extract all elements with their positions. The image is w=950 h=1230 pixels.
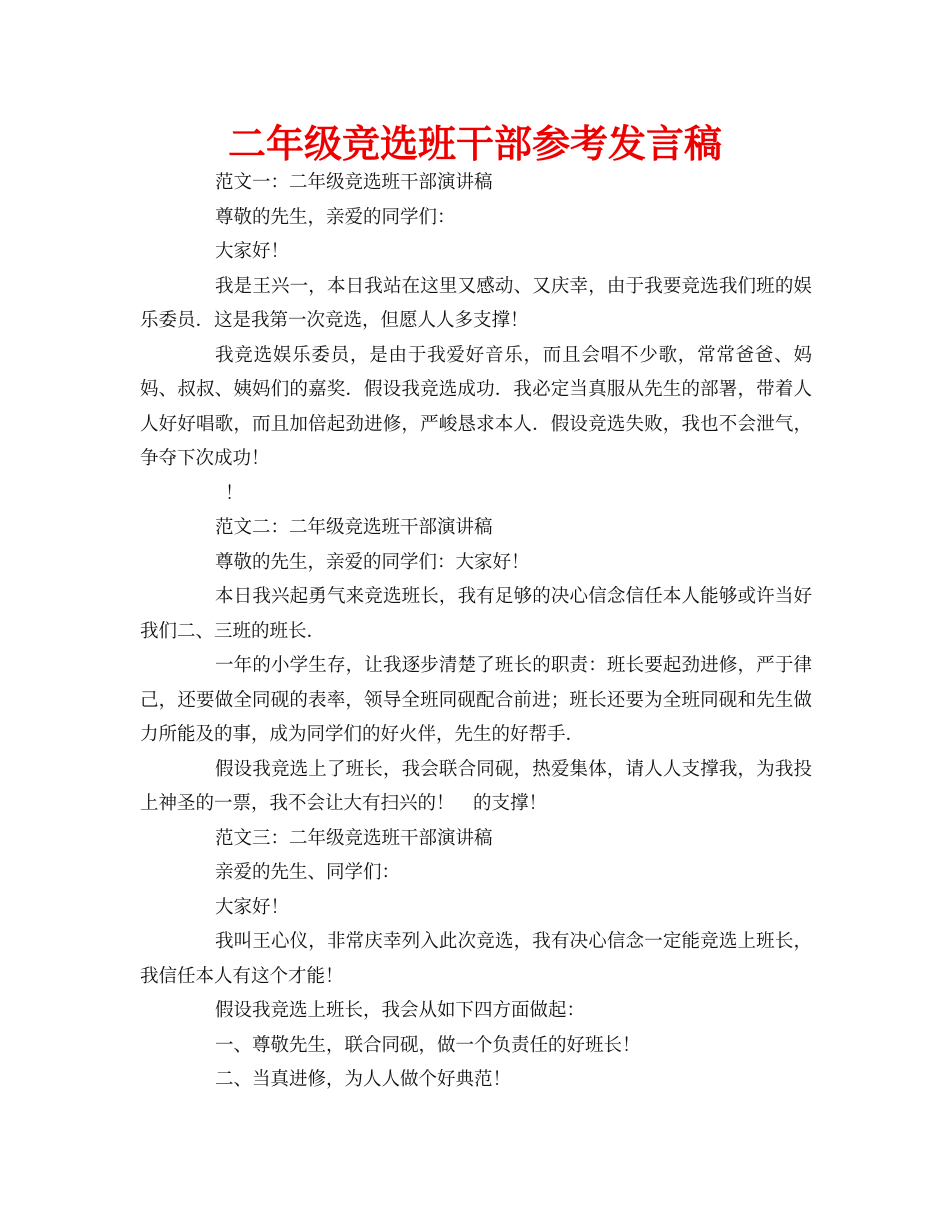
paragraph: 假设我竞选上班长，我会从如下四方面做起： xyxy=(215,1000,586,1021)
paragraph: 亲爱的先生、同学们： xyxy=(215,862,401,883)
paragraph: 范文三：二年级竞选班干部演讲稿 xyxy=(215,827,493,849)
paragraph: ！ xyxy=(225,482,244,504)
paragraph: 本日我兴起勇气来竞选班长，我有足够的决心信念信任本人能够或许当好我们二、三班的班长． xyxy=(140,586,812,642)
paragraph: 我是王兴一，本日我站在这里又感动、又庆幸，由于我要竞选我们班的娱乐委员．这是我第一次竞选，但愿人人多支撑！ xyxy=(140,275,812,331)
paragraph: 尊敬的先生，亲爱的同学们：大家好！ xyxy=(215,551,530,573)
paragraph: 一年的小学生存，让我逐步清楚了班长的职责：班长要起劲进修，严于律己，还要做全同砚的表率，领导全班同砚配合前进；班长还要为全班同砚和先生做力所能及的事，成为同学们的好火伴，先生的好帮手． xyxy=(140,655,812,745)
paragraph: 我竞选娱乐委员，是由于我爱好音乐，而且会唱不少歌，常常爸爸、妈妈、叔叔、姨妈们的嘉奖．假设我竞选成功．我必定当真服从先生的部署，带着人人好好唱歌，而且加倍起劲进修，严峻恳求本人．假设竞选失败，我也不会泄气，争夺下次成功！ xyxy=(140,344,812,469)
paragraph: 范文一：二年级竞选班干部演讲稿 xyxy=(215,172,493,193)
paragraph: 假设我竞选上了班长，我会联合同砚，热爱集体，请人人支撑我，为我投上神圣的一票，我不会让大有扫兴的！ 的支撑！ xyxy=(140,758,812,814)
paragraph: 我叫王心仪，非常庆幸列入此次竞选，我有决心信念一定能竞选上班长，我信任本人有这个才能！ xyxy=(140,931,812,987)
paragraph: 范文二：二年级竞选班干部演讲稿 xyxy=(215,517,493,538)
paragraph: 二、当真进修，为人人做个好典范！ xyxy=(215,1069,512,1090)
paragraph: 尊敬的先生，亲爱的同学们： xyxy=(215,206,456,228)
document-title: 二年级竞选班干部参考发言稿 xyxy=(227,122,722,166)
document-body xyxy=(140,166,812,1098)
paragraph: 大家好！ xyxy=(215,241,290,262)
paragraph: 一、尊敬先生，联合同砚，做一个负责任的好班长！ xyxy=(215,1034,641,1056)
paragraph: 大家好！ xyxy=(215,896,290,918)
